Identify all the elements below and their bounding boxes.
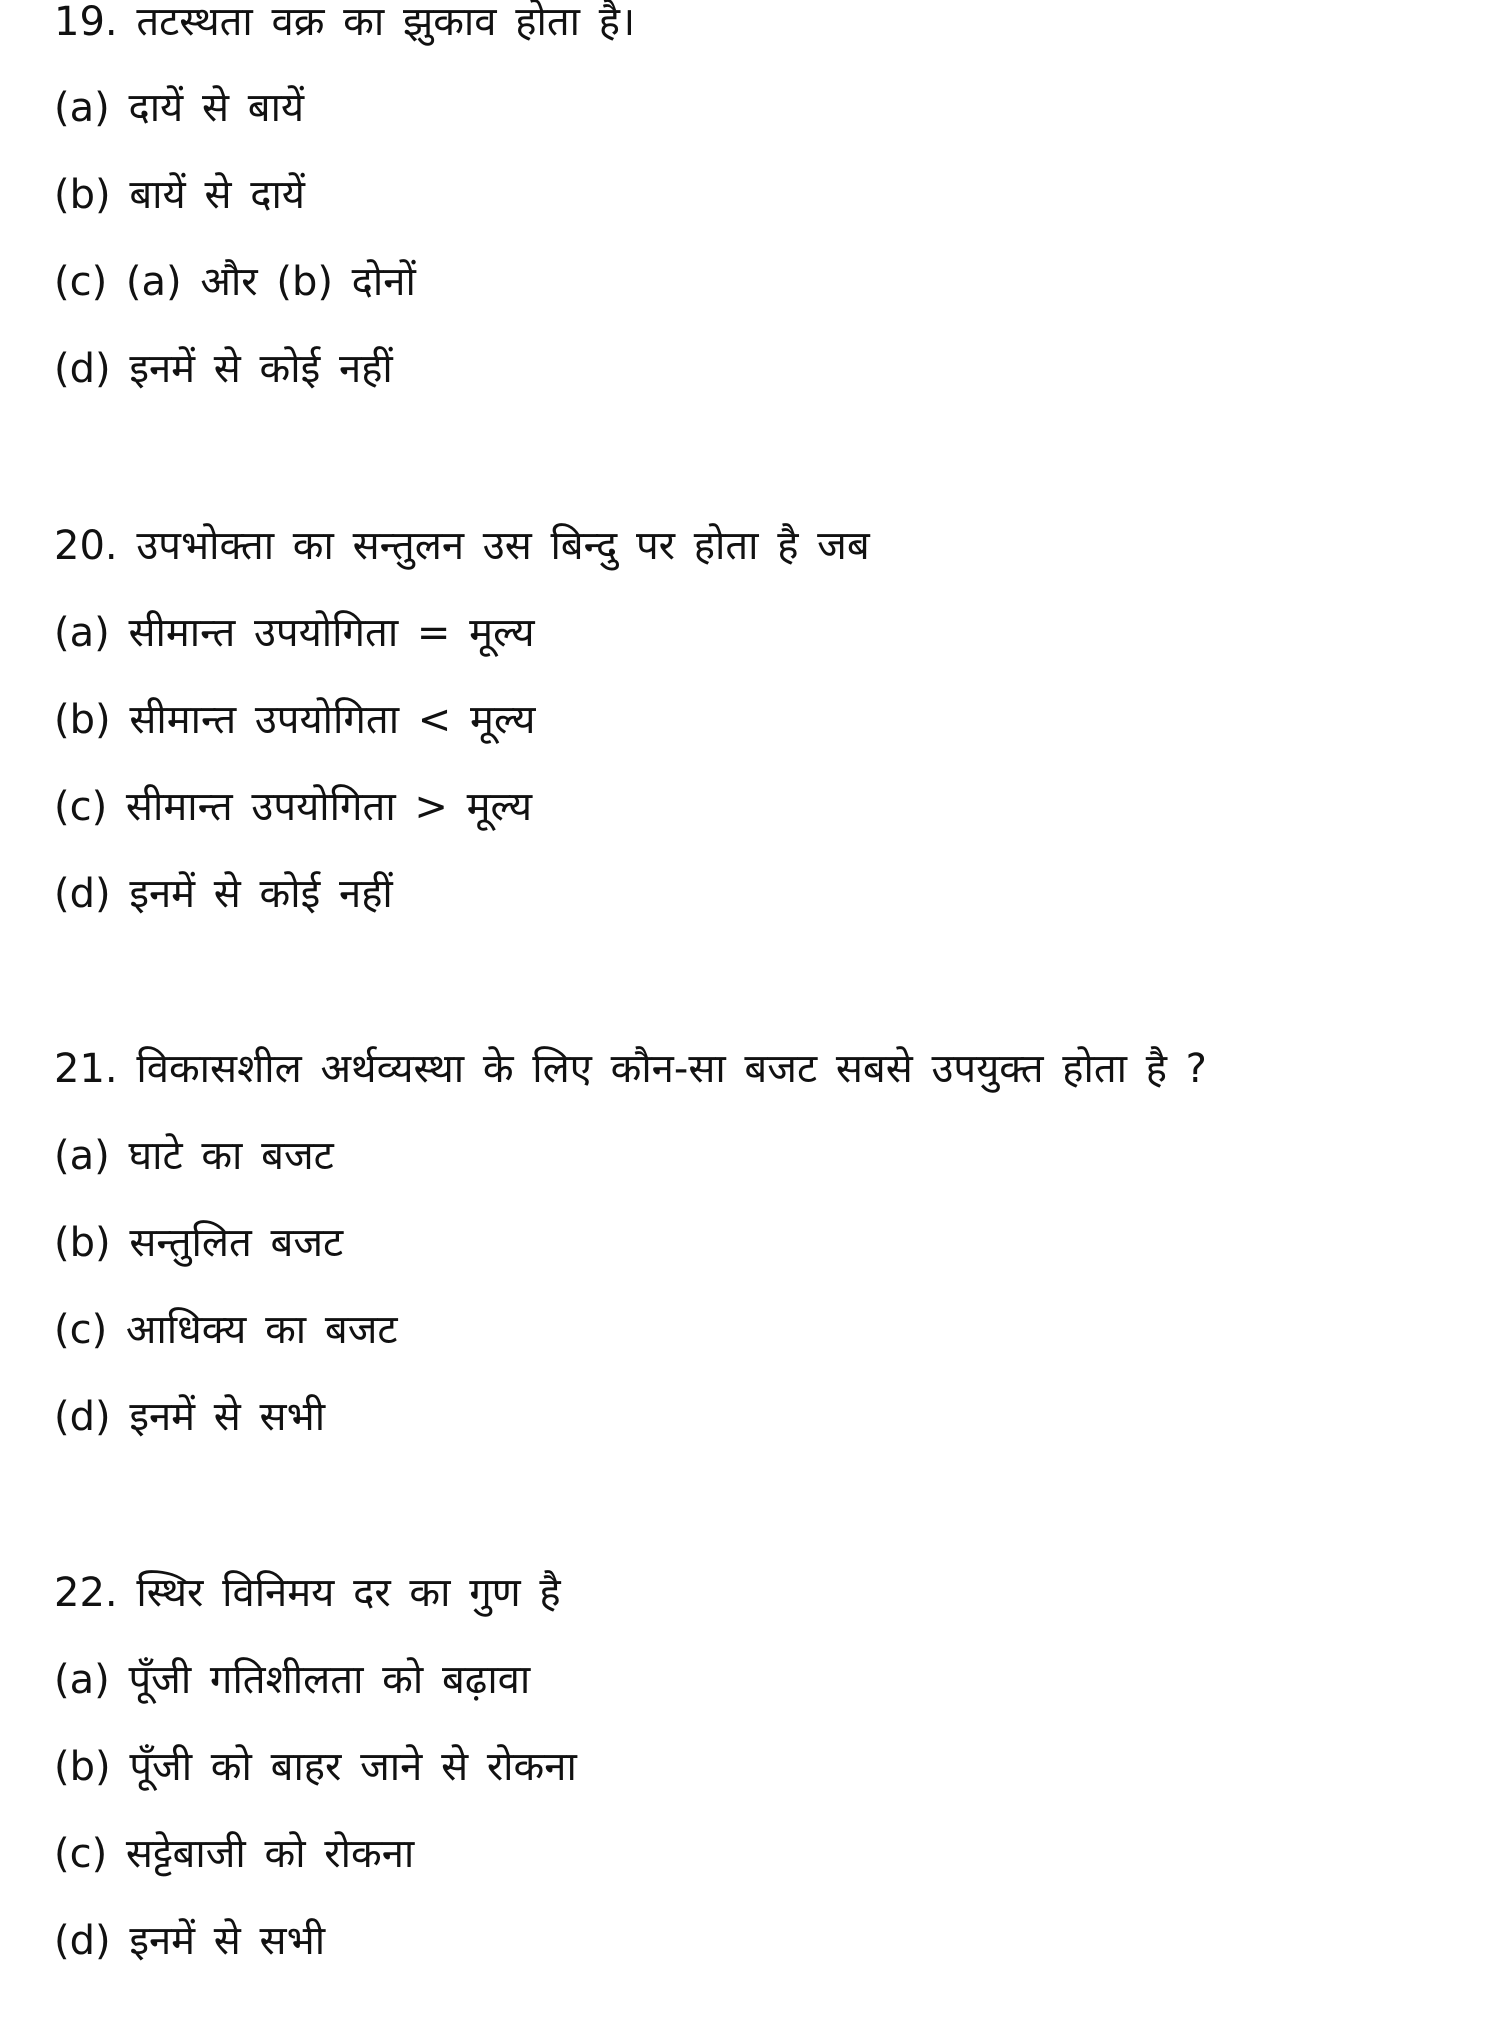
option-20-c: [54, 781, 532, 833]
option-text: सन्तुलित बजट: [129, 1220, 344, 1266]
option-19-d: [54, 343, 393, 395]
question-19: [54, 0, 635, 48]
option-text: घाटे का बजट: [128, 1133, 334, 1179]
question-text: स्थिर विनिमय दर का गुण है: [136, 1570, 561, 1616]
option-20-d: [54, 868, 393, 920]
question-21: [54, 1043, 1207, 1095]
option-text: पूँजी को बाहर जाने से रोकना: [129, 1744, 577, 1790]
question-number: 19.: [54, 0, 118, 45]
option-text: पूँजी गतिशीलता को बढ़ावा: [128, 1657, 531, 1703]
question-20: [54, 520, 870, 572]
option-21-a: [54, 1130, 334, 1182]
option-22-b: [54, 1741, 577, 1793]
option-label: (d): [54, 871, 111, 917]
option-label: (a): [54, 610, 110, 656]
option-21-b: [54, 1217, 343, 1269]
option-20-b: [54, 694, 535, 746]
option-22-a: [54, 1654, 530, 1706]
option-text: सीमान्त उपयोगिता > मूल्य: [125, 784, 533, 830]
option-label: (b): [54, 1744, 111, 1790]
question-number: 21.: [54, 1046, 118, 1092]
option-21-d: [54, 1391, 325, 1443]
question-text: तटस्थता वक्र का झुकाव होता है।: [136, 0, 636, 45]
option-text: इनमें से कोई नहीं: [129, 871, 393, 917]
option-label: (c): [54, 1307, 108, 1353]
question-text: उपभोक्ता का सन्तुलन उस बिन्दु पर होता है जब: [136, 523, 870, 569]
option-text: इनमें से सभी: [129, 1918, 326, 1964]
option-21-c: [54, 1304, 398, 1356]
option-19-b: [54, 169, 305, 221]
option-label: (b): [54, 172, 111, 218]
option-label: (a): [54, 1133, 110, 1179]
option-label: (b): [54, 1220, 111, 1266]
question-22: [54, 1567, 561, 1619]
option-label: (d): [54, 1394, 111, 1440]
option-label: (d): [54, 1918, 111, 1964]
option-22-c: [54, 1828, 414, 1880]
option-text: सीमान्त उपयोगिता < मूल्य: [129, 697, 536, 743]
option-text: बायें से दायें: [129, 172, 305, 218]
option-19-a: [54, 82, 304, 134]
option-label: (a): [54, 85, 110, 131]
option-text: इनमें से कोई नहीं: [129, 346, 393, 392]
option-text: सीमान्त उपयोगिता = मूल्य: [128, 610, 535, 656]
question-number: 22.: [54, 1570, 118, 1616]
option-label: (d): [54, 346, 111, 392]
option-label: (a): [54, 1657, 110, 1703]
option-label: (b): [54, 697, 111, 743]
option-text: (a) और (b) दोनों: [125, 259, 416, 305]
option-text: सट्टेबाजी को रोकना: [125, 1831, 415, 1877]
option-label: (c): [54, 1831, 108, 1877]
option-22-d: [54, 1915, 325, 1967]
option-text: आधिक्य का बजट: [125, 1307, 398, 1353]
question-number: 20.: [54, 523, 118, 569]
option-19-c: [54, 256, 416, 308]
option-label: (c): [54, 259, 108, 305]
option-label: (c): [54, 784, 108, 830]
question-text: विकासशील अर्थव्यस्था के लिए कौन-सा बजट सबसे उपयुक्त होता है ?: [136, 1046, 1207, 1092]
option-text: इनमें से सभी: [129, 1394, 326, 1440]
option-20-a: [54, 607, 535, 659]
option-text: दायें से बायें: [128, 85, 305, 131]
